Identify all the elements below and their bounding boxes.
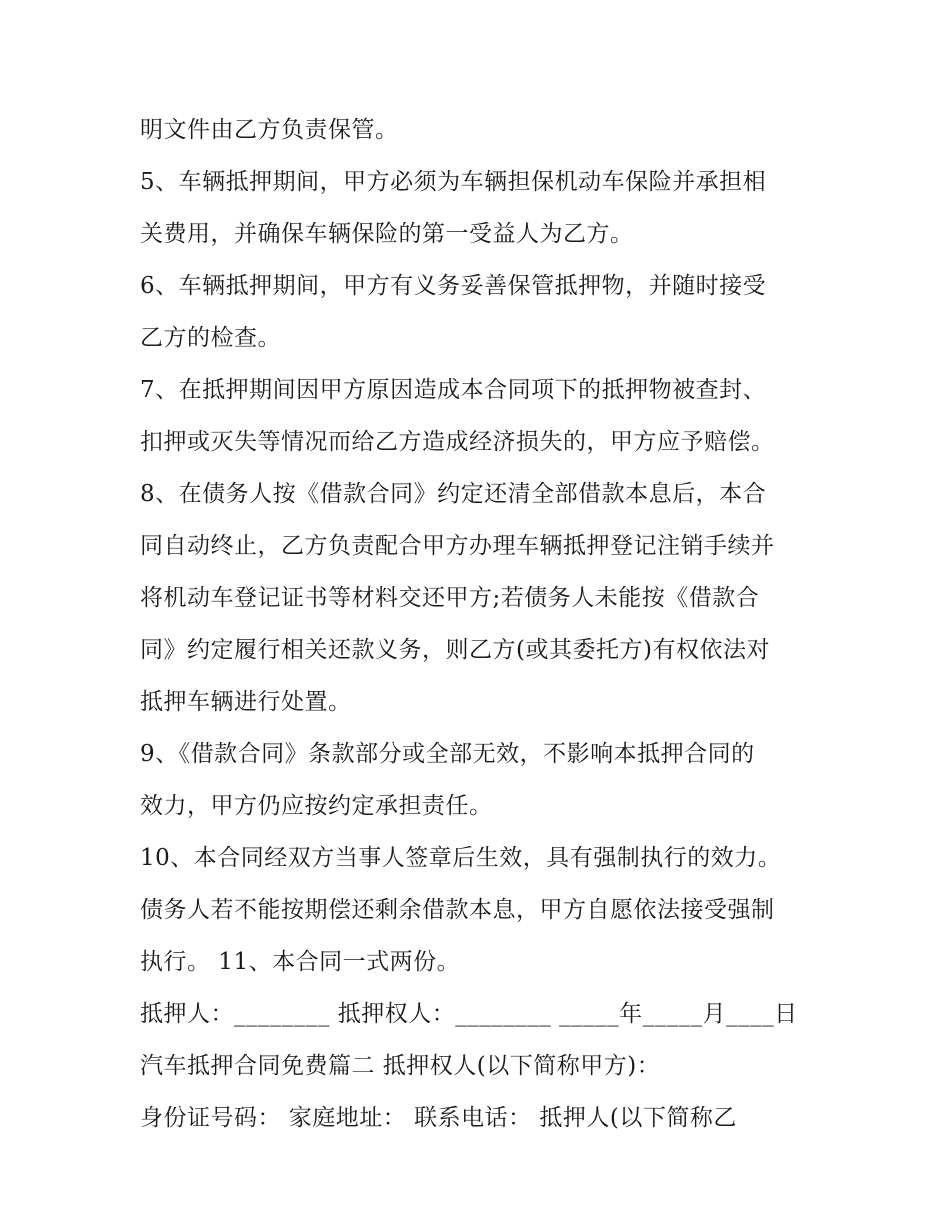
text-line: 10、本合同经双方当事人签章后生效，具有强制执行的效力。 bbox=[140, 845, 782, 871]
text-line: 关费用，并确保车辆保险的第一受益人为乙方。 bbox=[140, 221, 634, 247]
text-line: 债务人若不能按期偿还剩余借款本息，甲方自愿依法接受强制 bbox=[140, 897, 775, 923]
text-line: 5、车辆抵押期间，甲方必须为车辆担保机动车保险并承担相 bbox=[140, 169, 767, 195]
text-line: 8、在债务人按《借款合同》约定还清全部借款本息后，本合 bbox=[140, 481, 767, 507]
text-line: 乙方的检查。 bbox=[140, 325, 281, 351]
text-line: 7、在抵押期间因甲方原因造成本合同项下的抵押物被查封、 bbox=[140, 377, 767, 403]
text-line: 将机动车登记证书等材料交还甲方;若债务人未能按《借款合 bbox=[140, 585, 760, 611]
text-line: 效力，甲方仍应按约定承担责任。 bbox=[140, 793, 493, 819]
text-line: 同自动终止，乙方负责配合甲方办理车辆抵押登记注销手续并 bbox=[140, 533, 775, 559]
text-line: 9、《借款合同》条款部分或全部无效，不影响本抵押合同的 bbox=[140, 741, 755, 767]
text-line: 同》约定履行相关还款义务，则乙方(或其委托方)有权依法对 bbox=[140, 637, 770, 663]
text-line: 6、车辆抵押期间，甲方有义务妥善保管抵押物，并随时接受 bbox=[140, 273, 767, 299]
text-line: 执行。 11、本合同一式两份。 bbox=[140, 949, 461, 975]
signature-line: 抵押人：________ 抵押权人：________ _____年_____月____日 bbox=[140, 1001, 798, 1027]
section-heading-line: 汽车抵押合同免费篇二 抵押权人(以下简称甲方)： bbox=[140, 1053, 661, 1079]
document-body bbox=[140, 104, 820, 1144]
text-line: 抵押车辆进行处置。 bbox=[140, 689, 352, 715]
text-line: 明文件由乙方负责保管。 bbox=[140, 117, 399, 143]
text-line: 身份证号码： 家庭地址： 联系电话： 抵押人(以下简称乙 bbox=[140, 1105, 737, 1131]
text-line: 扣押或灭失等情况而给乙方造成经济损失的，甲方应予赔偿。 bbox=[140, 429, 775, 455]
